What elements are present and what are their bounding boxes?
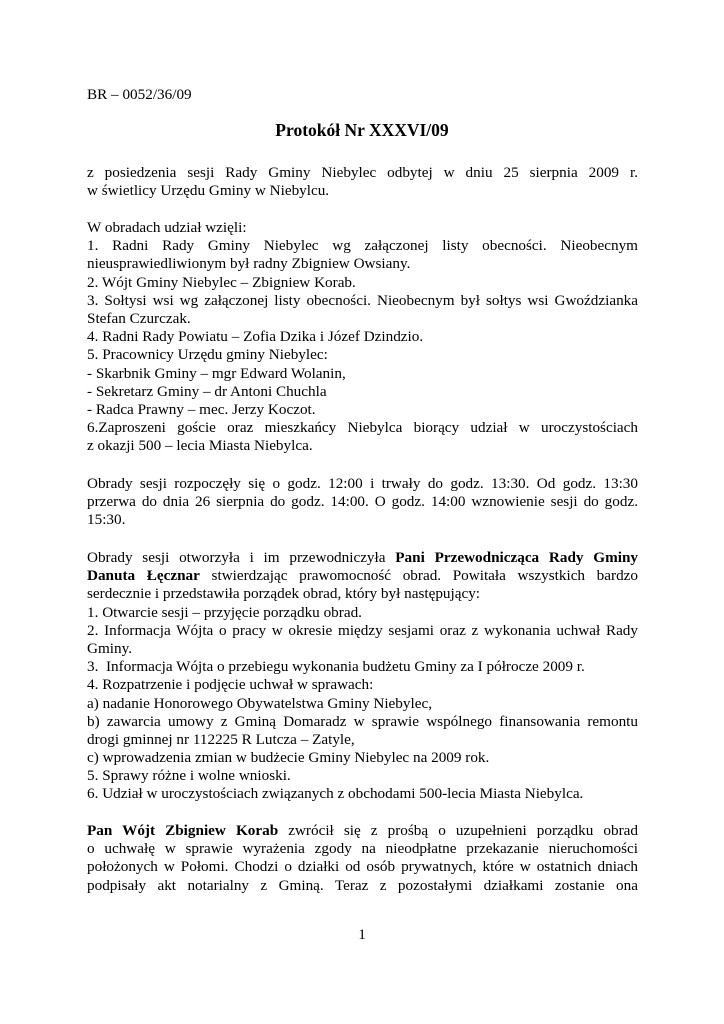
list-item: 2. Wójt Gminy Niebylec – Zbigniew Korab. (87, 273, 356, 291)
list-item: 4. Radni Rady Powiatu – Zofia Dzika i Józef Dzindzio. (87, 328, 424, 346)
text-run: Obrady sesji otworzyła i im przewodniczyła (87, 549, 396, 566)
agenda-item: 5. Sprawy różne i wolne wnioski. (87, 767, 291, 785)
agenda-item: c) wprowadzenia zmian w budżecie Gminy Niebylec na 2009 rok. (87, 749, 490, 767)
agenda-item: 2. Informacja Wójta o pracy w okresie między sesjami oraz z wykonania uchwał Rady (87, 621, 638, 639)
text-line: podpisały akt notarialny z Gminą. Teraz z pozostałymi działkami zostanie ona (87, 876, 638, 894)
agenda-item: 4. Rozpatrzenie i podjęcie uchwał w sprawach: (87, 676, 374, 694)
list-item: - Skarbnik Gminy – mgr Edward Wolanin, (87, 364, 346, 382)
list-item: z okazji 500 – lecia Miasta Niebylca. (87, 437, 313, 455)
list-item: nieusprawiedliwionym był radny Zbigniew Owsiany. (87, 255, 411, 273)
text-line: w świetlicy Urzędu Gminy w Niebylcu. (87, 182, 330, 200)
section-heading: W obradach udział wzięli: (87, 219, 247, 236)
list-item: - Sekretarz Gminy – dr Antoni Chuchla (87, 382, 327, 400)
text-line: przerwa do dnia 26 sierpnia do godz. 14:00. O godz. 14:00 wznowienie sesji do godz. (87, 493, 638, 511)
text-line (87, 822, 638, 840)
agenda-item: 1. Otwarcie sesji – przyjęcie porządku obrad. (87, 603, 362, 621)
list-item: 5. Pracownicy Urzędu gminy Niebylec: (87, 346, 328, 364)
text-line: o uchwałę w sprawie wyrażenia zgody na nieodpłatne przekazanie nieruchomości (87, 840, 638, 858)
list-item: - Radca Prawny – mec. Jerzy Koczot. (87, 400, 316, 418)
text-line: serdecznie i przedstawiła porządek obrad, który był następujący: (87, 585, 481, 603)
agenda-item: b) zawarcia umowy z Gminą Domaradz w sprawie wspólnego finansowania remontu (87, 712, 638, 730)
document-reference: BR – 0052/36/09 (87, 86, 192, 103)
agenda-item: a) nadanie Honorowego Obywatelstwa Gminy Niebylec, (87, 694, 432, 712)
agenda-item: Gminy. (87, 639, 132, 657)
text-line: Obrady sesji rozpoczęły się o godz. 12:00 i trwały do godz. 13:30. Od godz. 13:30 (87, 475, 638, 492)
agenda-item: 3. Informacja Wójta o przebiegu wykonania budżetu Gminy za I półrocze 2009 r. (87, 658, 585, 676)
intro-paragraph (87, 164, 638, 200)
list-item: 6.Zaproszeni goście oraz mieszkańcy Niebylca biorący udział w uroczystościach (87, 419, 638, 437)
agenda-item: drogi gminnej nr 112225 R Lutcza – Zatyle, (87, 730, 355, 748)
text-run: stwierdzając prawomocność obrad. Powitała wszystkich bardzo (199, 567, 639, 585)
attendance-section (87, 219, 638, 455)
opening-paragraph (87, 549, 638, 804)
text-line (87, 567, 638, 585)
mayor-name: Pan Wójt Zbigniew Korab (87, 822, 279, 839)
page-title: Protokół Nr XXXVI/09 (275, 120, 449, 140)
chairwoman-title: Pani Przewodnicząca Rady Gminy (395, 549, 639, 566)
list-item: 1. Radni Rady Gminy Niebylec wg załączonej listy obecności. Nieobecnym (87, 237, 638, 255)
text-run: zwrócił się z prośbą o uzupełnieni porządku obrad (278, 822, 638, 839)
list-item: 3. Sołtysi wsi wg załączonej listy obecności. Nieobecnym był sołtys wsi Gwoździanka (87, 291, 638, 309)
page-number: 1 (358, 926, 366, 943)
timing-paragraph (87, 475, 638, 530)
agenda-item: 6. Udział w uroczystościach związanych z obchodami 500-lecia Miasta Niebylca. (87, 785, 584, 803)
chairwoman-name: Danuta Łęcznar (87, 567, 200, 585)
mayor-paragraph (87, 822, 638, 895)
text-line: 15:30. (87, 511, 126, 529)
list-item: Stefan Czurczak. (87, 309, 191, 327)
text-line (87, 549, 638, 567)
text-line: położonych w Połomi. Chodzi o działki od osób prywatnych, które w ostatnich dniach (87, 858, 638, 876)
text-line: z posiedzenia sesji Rady Gminy Niebylec odbytej w dniu 25 sierpnia 2009 r. (87, 164, 638, 181)
